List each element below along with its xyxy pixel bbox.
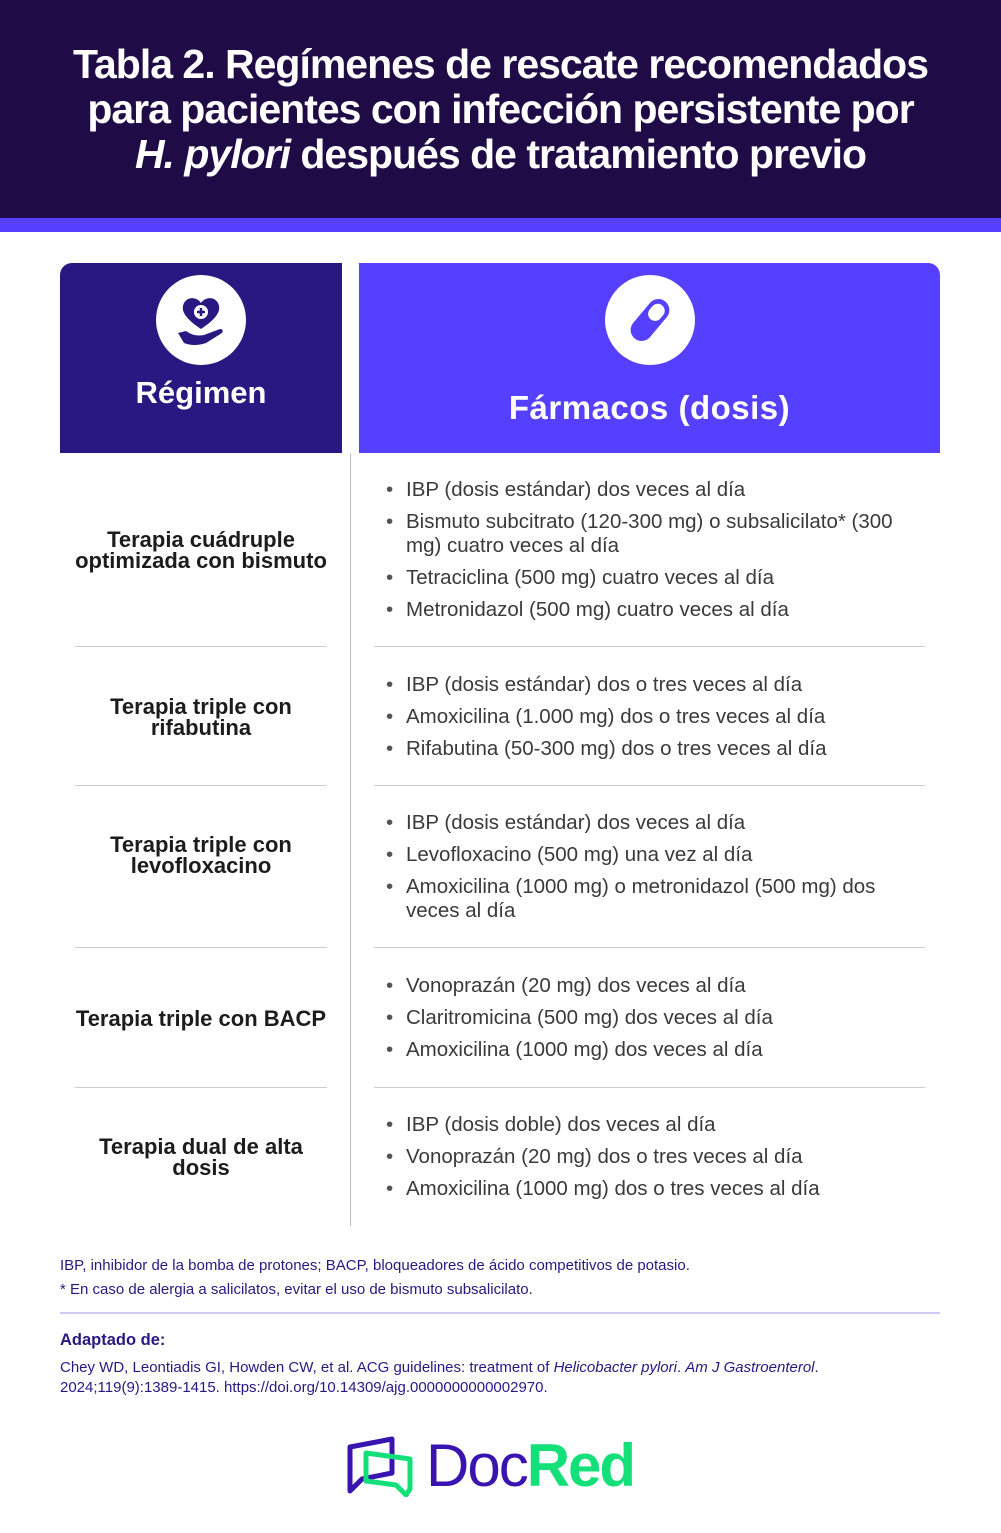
regimen-name: Terapia triple con levofloxacino — [110, 832, 292, 878]
chat-bubbles-icon — [346, 1435, 416, 1497]
footnotes — [60, 1254, 690, 1302]
citation-text: . 2024;119(9):1389-1415. https://doi.org/10.14309/ajg.0000000000002970. — [60, 1359, 819, 1396]
drug-item: • IBP (dosis estándar) dos o tres veces al día — [386, 673, 916, 697]
table-row — [0, 786, 1001, 948]
drug-item: • IBP (dosis estándar) dos veces al día — [386, 811, 916, 835]
column-header-regimen: Régimen — [135, 375, 267, 410]
drug-list — [386, 1088, 916, 1226]
citation-italic: Am J Gastroenterol — [685, 1359, 815, 1376]
title-line: después de tratamiento previo — [289, 130, 867, 177]
table-row — [0, 647, 1001, 786]
citation-text: Chey WD, Leontiadis GI, Howden CW, et al. ACG guidelines: treatment of — [60, 1359, 554, 1376]
drug-item: • Tetraciclina (500 mg) cuatro veces al día — [386, 566, 916, 590]
drug-item: • Amoxicilina (1000 mg) o metronidazol (500 mg) dos veces al día — [386, 875, 916, 923]
drug-item: • Amoxicilina (1.000 mg) dos o tres veces al día — [386, 705, 916, 729]
drug-item: • Amoxicilina (1000 mg) dos o tres veces al día — [386, 1177, 916, 1201]
table-row — [0, 948, 1001, 1088]
docred-logo — [346, 1432, 635, 1499]
drug-item: • IBP (dosis estándar) dos veces al día — [386, 478, 916, 502]
drug-item: • Levofloxacino (500 mg) una vez al día — [386, 843, 916, 867]
footnote: IBP, inhibidor de la bomba de protones; BACP, bloqueadores de ácido competitivos de potasio. — [60, 1257, 690, 1274]
footnote: * En caso de alergia a salicilatos, evitar el uso de bismuto subsalicilato. — [60, 1281, 533, 1298]
regimen-name: Terapia cuádruple optimizada con bismuto — [75, 527, 327, 573]
drug-item: • Vonoprazán (20 mg) dos o tres veces al día — [386, 1145, 916, 1169]
drug-list — [386, 948, 916, 1088]
logo-text-red: Red — [526, 1432, 635, 1499]
drug-item: • IBP (dosis doble) dos veces al día — [386, 1113, 916, 1137]
regimen-name: Terapia triple con BACP — [75, 1005, 327, 1031]
citation-italic: Helicobacter pylori — [553, 1359, 677, 1376]
heart-hand-icon — [156, 275, 246, 365]
column-header-drugs: Fármacos (dosis) — [508, 389, 791, 426]
table-row — [0, 1088, 1001, 1226]
drug-list — [386, 647, 916, 786]
source-citation — [60, 1330, 940, 1398]
logo-text-doc: Doc — [426, 1432, 527, 1499]
drug-item: • Claritromicina (500 mg) dos veces al día — [386, 1006, 916, 1030]
drugs-header — [359, 263, 940, 453]
drug-item: • Bismuto subcitrato (120-300 mg) o subsalicilato* (300 mg) cuatro veces al día — [386, 510, 916, 558]
title-banner — [0, 0, 1001, 218]
title-italic: H. pylori — [134, 130, 290, 177]
page-title — [31, 42, 971, 177]
table-row — [0, 453, 1001, 647]
citation-text: . — [676, 1359, 686, 1376]
title-line: Tabla 2. Regímenes de rescate recomendados — [72, 40, 929, 87]
drug-item: • Vonoprazán (20 mg) dos veces al día — [386, 974, 916, 998]
drug-item: • Amoxicilina (1000 mg) dos veces al día — [386, 1038, 916, 1062]
drug-list — [386, 453, 916, 647]
drug-list — [386, 786, 916, 948]
divider — [60, 1312, 940, 1314]
accent-stripe — [0, 218, 1001, 232]
regimen-header — [60, 263, 342, 453]
regimen-name: Terapia triple con rifabutina — [110, 693, 292, 740]
source-heading: Adaptado de: — [60, 1331, 166, 1349]
regimen-name: Terapia dual de alta dosis — [99, 1134, 303, 1180]
drug-item: • Rifabutina (50-300 mg) dos o tres veces al día — [386, 737, 916, 761]
drug-item: • Metronidazol (500 mg) cuatro veces al día — [386, 598, 916, 622]
pill-icon — [605, 275, 695, 365]
title-line: para pacientes con infección persistente por — [87, 85, 914, 132]
